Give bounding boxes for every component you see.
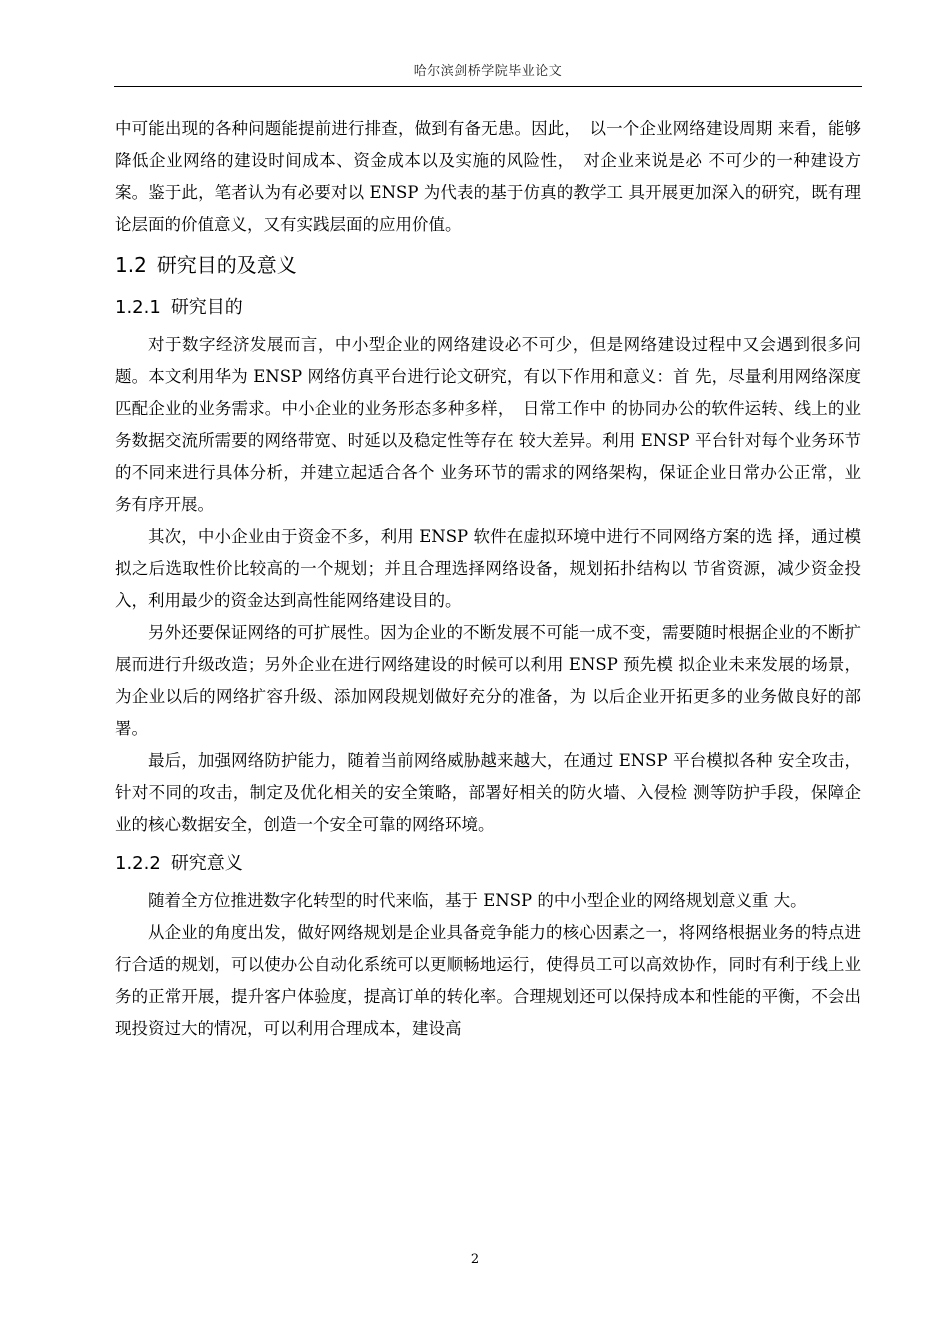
paragraph-significance-intro: 随着全方位推进数字化转型的时代来临，基于 ENSP 的中小型企业的网络规划意义重 大。 — [148, 891, 807, 910]
subsection-heading-1-2-2 — [115, 845, 861, 883]
paragraph-significance-enterprise: 从企业的角度出发，做好网络规划是企业具备竞争能力的核心因素之一，将网络根据业务的特点进行合适的规划，可以使办公自动化系统可以更顺畅地运行，使得员工可以高效协作，同时有利于线上业务的正常开展，提升客户体验度，提高订单的转化率。合理规划还可以保持成本和性能的平衡，不会出现投资过大的情况，可以利用合理成本，建设高 — [115, 923, 861, 1038]
subsection-heading-1-2-1 — [115, 289, 861, 327]
subsection-title: 研究目的 — [170, 297, 243, 318]
section-title: 研究目的及意义 — [156, 253, 297, 277]
paragraph-continued: 中可能出现的各种问题能提前进行排查，做到有备无患。因此， 以一个企业网络建设周期 来看，能够降低企业网络的建设时间成本、资金成本以及实施的风险性， 对企业来说是必 不可少的一种建设方案。鉴于此，笔者认为有必要对以 ENSP 为代表的基于仿真的教学工 具开展更加深入的研究，既有理论层面的价值意义，又有实践层面的应用价值。 — [115, 119, 861, 234]
subsection-number: 1.2.2 — [115, 853, 161, 874]
page-number: 2 — [470, 1252, 480, 1267]
subsection-number: 1.2.1 — [115, 297, 161, 318]
section-number: 1.2 — [115, 253, 147, 277]
section-heading-1-2 — [115, 245, 861, 285]
page-body — [115, 113, 861, 1045]
header-rule — [114, 86, 862, 87]
running-header: 哈尔滨剑桥学院毕业论文 — [413, 64, 563, 79]
subsection-title: 研究意义 — [170, 853, 243, 874]
paragraph-purpose-second: 其次，中小企业由于资金不多，利用 ENSP 软件在虚拟环境中进行不同网络方案的选 择，通过模拟之后选取性价比较高的一个规划；并且合理选择网络设备，规划拓扑结构以 节省资源，减少资金投入，利用最少的资金达到高性能网络建设目的。 — [115, 527, 861, 610]
paragraph-purpose-intro: 对于数字经济发展而言，中小型企业的网络建设必不可少，但是网络建设过程中又会遇到很多问题。本文利用华为 ENSP 网络仿真平台进行论文研究，有以下作用和意义：首 先，尽量利用网络深度匹配企业的业务需求。中小企业的业务形态多种多样， 日常工作中 的协同办公的软件运转、线上的业务数据交流所需要的网络带宽、时延以及稳定性等存在 较大差异。利用 ENSP 平台针对每个业务环节的不同来进行具体分析，并建立起适合各个 业务环节的需求的网络架构，保证企业日常办公正常，业务有序开展。 — [115, 335, 861, 514]
paragraph-purpose-security: 最后，加强网络防护能力，随着当前网络威胁越来越大，在通过 ENSP 平台模拟各种 安全攻击，针对不同的攻击，制定及优化相关的安全策略，部署好相关的防火墙、入侵检 测等防护手段，保障企业的核心数据安全，创造一个安全可靠的网络环境。 — [115, 751, 861, 834]
paragraph-purpose-scalability: 另外还要保证网络的可扩展性。因为企业的不断发展不可能一成不变，需要随时根据企业的不断扩展而进行升级改造；另外企业在进行网络建设的时候可以利用 ENSP 预先模 拟企业未来发展的场景，为企业以后的网络扩容升级、添加网段规划做好充分的准备，为 以后企业开拓更多的业务做良好的部署。 — [115, 623, 861, 738]
